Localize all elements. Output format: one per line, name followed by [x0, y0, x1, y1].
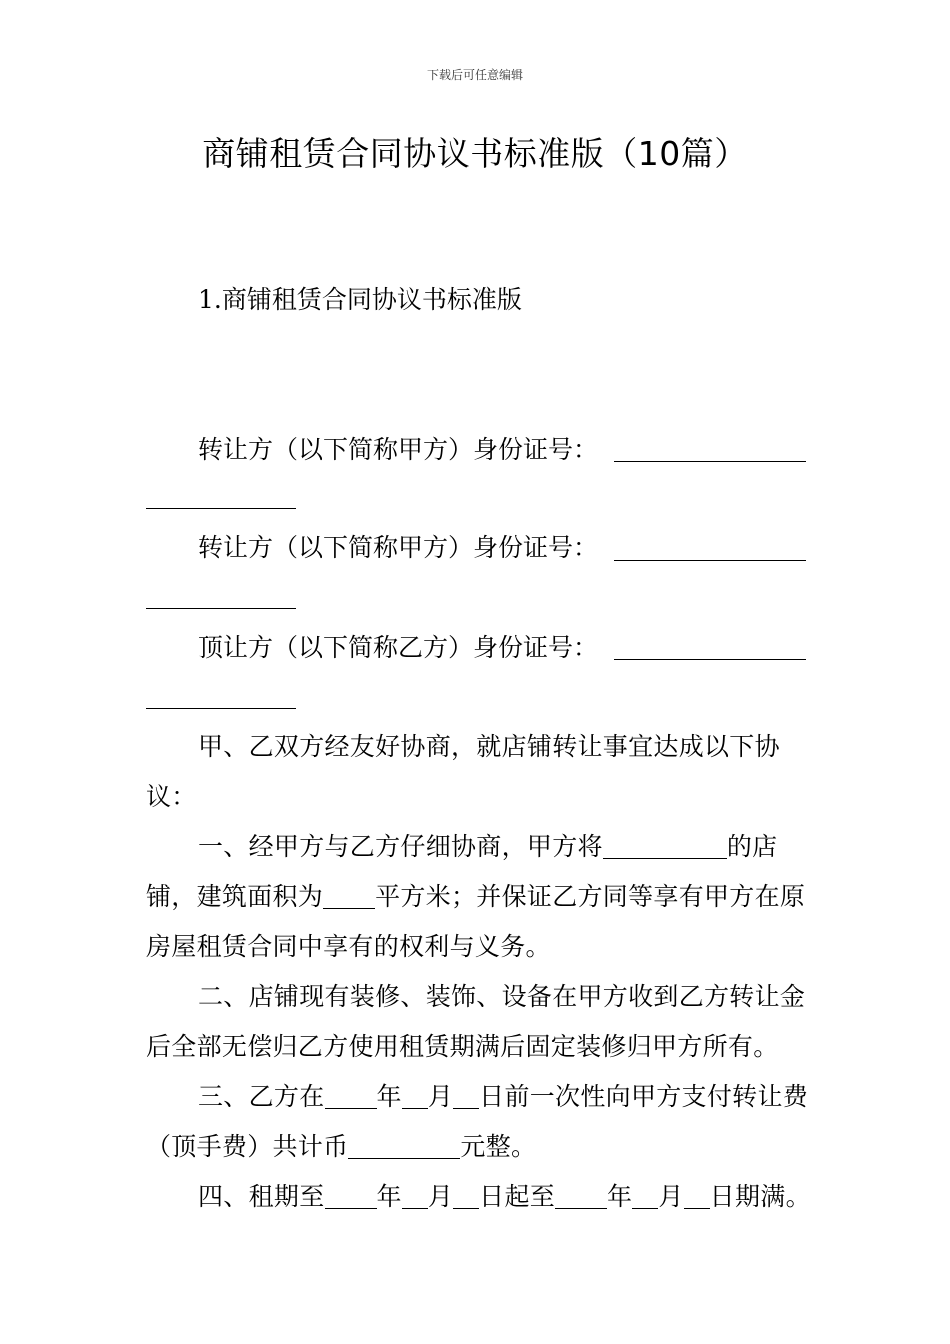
intro-paragraph: 甲、乙双方经友好协商，就店铺转让事宜达成以下协议：: [146, 732, 780, 811]
section-heading: 1.商铺租赁合同协议书标准版: [198, 285, 522, 314]
clause-4-year-label: 年: [376, 1182, 402, 1211]
party-line-transferor-2: 转让方（以下简称甲方）身份证号：: [198, 533, 599, 562]
clause-4-month-label: 月: [427, 1182, 454, 1211]
clause-3-text-b: 日前一次性向甲方支付转让费（顶手费）共计币: [146, 1082, 809, 1161]
id-blank-underline-continued: [146, 708, 296, 709]
id-blank-underline-continued: [146, 608, 296, 609]
start-month-blank: [402, 1183, 428, 1209]
id-blank-underline: [614, 560, 806, 561]
area-blank: [323, 883, 375, 909]
clause-3-month-label: 月: [427, 1082, 454, 1111]
clause-1-text-a: 一、经甲方与乙方仔细协商，甲方将: [198, 832, 603, 861]
clause-4-text-b: 日起至: [479, 1182, 556, 1211]
party-line-transferor-1: 转让方（以下简称甲方）身份证号：: [198, 435, 599, 464]
clause-4-text-a: 四、租期至: [198, 1182, 325, 1211]
clause-4-year-label-2: 年: [607, 1182, 633, 1211]
clause-4: [146, 1172, 811, 1222]
clause-2: 二、店铺现有装修、装饰、设备在甲方收到乙方转让金后全部无偿归乙方使用租赁期满后固定装修归甲方所有。: [146, 982, 806, 1061]
document-title: 商铺租赁合同协议书标准版（10篇）: [202, 134, 748, 173]
clause-3-text-a: 三、乙方在: [198, 1082, 325, 1111]
clause-1-text-c: 平方米；并保证乙方同等享有甲方在原房屋租赁合同中享有的权利与义务。: [146, 882, 806, 961]
clause-3-year-label: 年: [376, 1082, 402, 1111]
start-year-blank: [325, 1183, 377, 1209]
clause-1-text-b: 的店铺，建筑面积为: [146, 832, 778, 911]
clause-3-text-c: 元整。: [460, 1132, 537, 1161]
start-day-blank: [453, 1183, 479, 1209]
end-year-blank: [555, 1183, 607, 1209]
day-blank: [453, 1083, 479, 1109]
location-blank: [603, 833, 727, 859]
id-blank-underline-continued: [146, 508, 296, 509]
id-blank-underline: [614, 461, 806, 462]
end-day-blank: [684, 1183, 710, 1209]
clause-4-text-c: 日期满。: [709, 1182, 811, 1211]
id-blank-underline: [614, 659, 806, 660]
contract-body: [146, 722, 811, 1222]
amount-blank: [348, 1133, 460, 1159]
year-blank: [325, 1083, 377, 1109]
party-line-transferee: 顶让方（以下简称乙方）身份证号：: [198, 633, 599, 662]
end-month-blank: [632, 1183, 658, 1209]
clause-3: [146, 1072, 811, 1172]
month-blank: [402, 1083, 428, 1109]
header-note: 下载后可任意编辑: [426, 68, 523, 82]
clause-1: [146, 822, 811, 972]
clause-4-month-label-2: 月: [658, 1182, 684, 1211]
